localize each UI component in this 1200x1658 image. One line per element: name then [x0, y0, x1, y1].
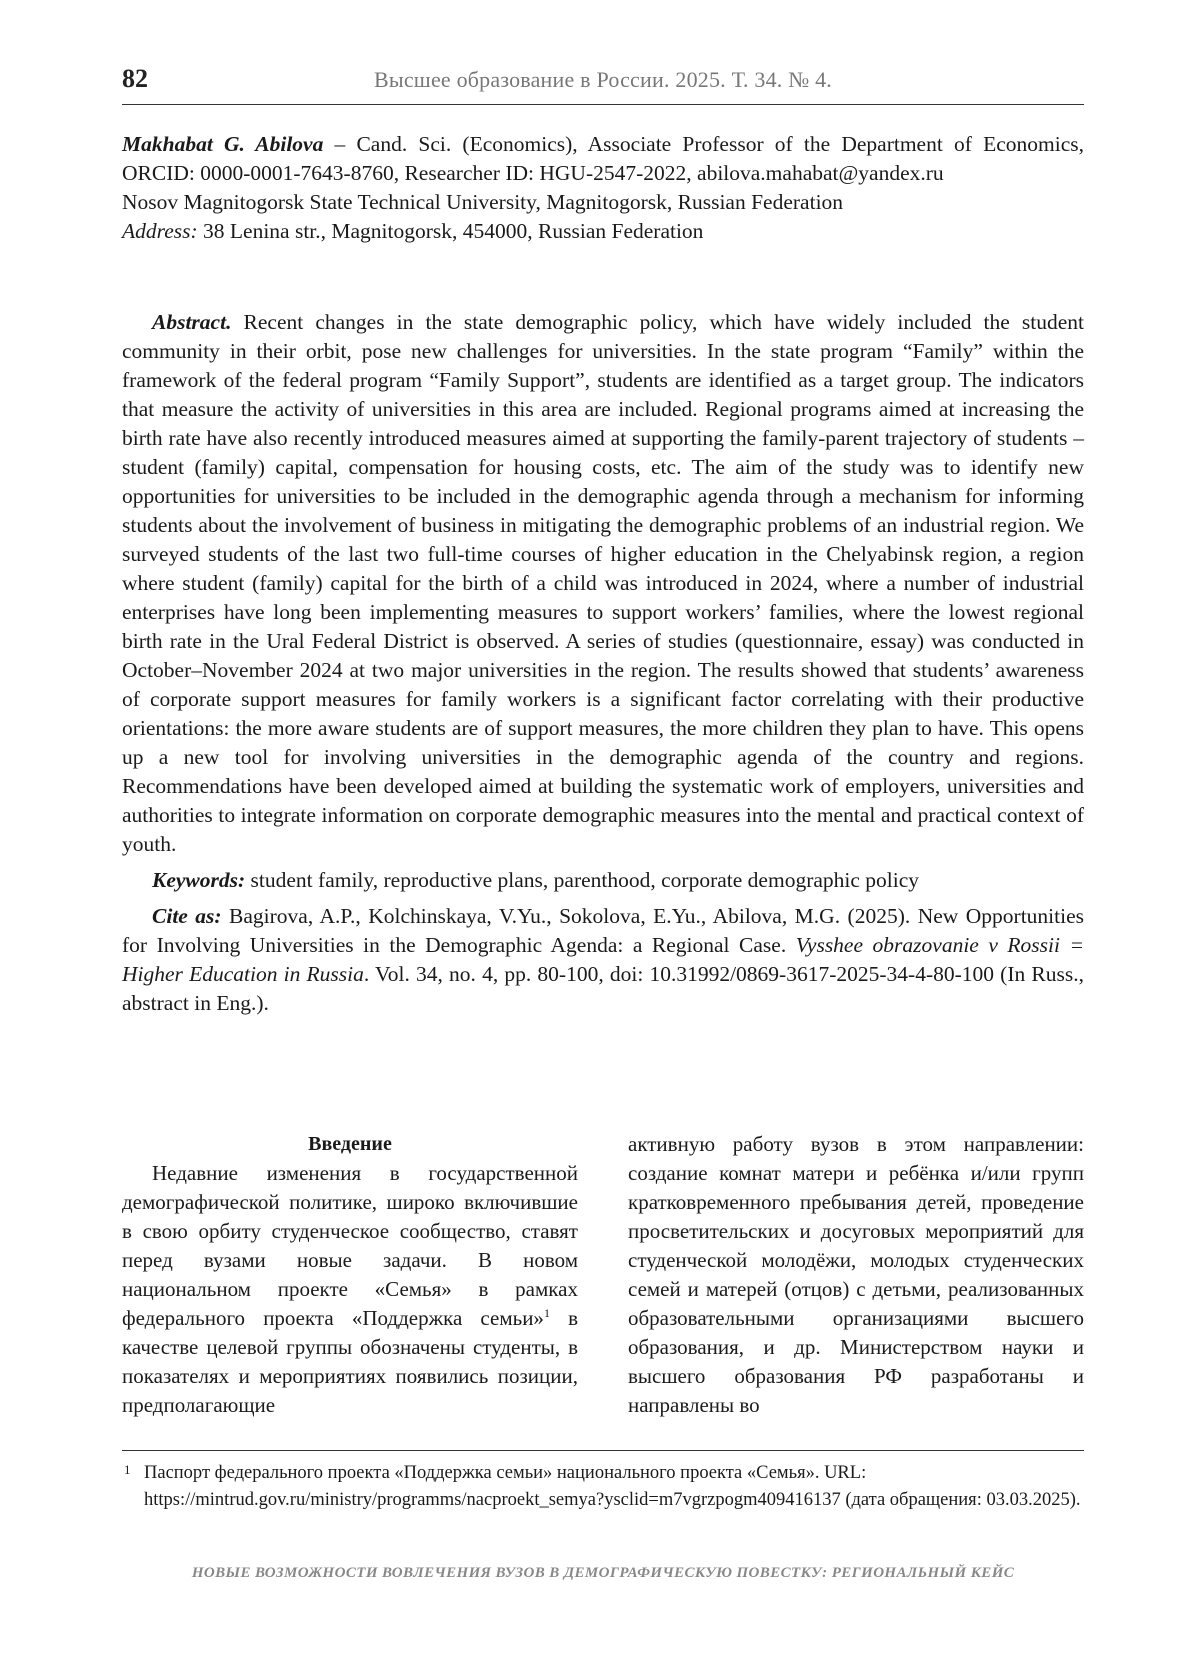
header-rule	[122, 104, 1084, 105]
author-name: Makhabat G. Abilova	[122, 132, 324, 156]
keywords-paragraph	[122, 866, 1084, 895]
body-columns	[122, 1130, 1084, 1430]
author-affiliation: Nosov Magnitogorsk State Technical University, Magnitogorsk, Russian Federation	[122, 190, 844, 214]
author-credentials-line	[122, 130, 1084, 188]
abstract-section	[122, 308, 1084, 1025]
intro-continuation: активную работу вузов в этом направлении: создание комнат матери и ребёнка и/или групп кратковременного пребывания детей, проведение просветительских и досуговых мероприятий для студенческой молодёжи, молодых студенческих семей и матерей (отцов) с детьми, реализованных образовательными организациями высшего образования, и др. Министерством науки и высшего образования РФ разработаны и направлены во	[628, 1132, 1084, 1417]
footnote-reference[interactable]: 1	[543, 1306, 550, 1320]
author-credentials: – Cand. Sci. (Economics), Associate Professor of the Department of Economics, ORCID: 0000-0001-7643-8760, Researcher ID: HGU-2547-2022, abilova.mahabat@yandex.ru	[122, 132, 1084, 185]
journal-reference: Высшее образование в России. 2025. Т. 34. № 4.	[373, 67, 832, 92]
cite-text-part-2: . Vol. 34, no. 4, pp. 80-100, doi: 10.31992/0869-3617-2025-34-4-80-100 (In Russ., abstract in Eng.).	[122, 962, 1084, 1015]
left-column	[122, 1130, 578, 1420]
keywords-text: student family, reproductive plans, parenthood, corporate demographic policy	[245, 868, 920, 892]
author-block	[122, 130, 1084, 246]
footnote	[122, 1460, 1084, 1514]
right-column	[628, 1130, 1084, 1420]
section-heading-introduction: Введение	[308, 1133, 392, 1155]
intro-text-part-2: в качестве целевой группы обозначены студенты, в показателях и мероприятиях появились позиции, предполагающие	[122, 1306, 578, 1417]
abstract-label: Abstract.	[152, 310, 232, 334]
author-address: 38 Lenina str., Magnitogorsk, 454000, Russian Federation	[197, 219, 704, 243]
intro-paragraph	[122, 1159, 578, 1420]
cite-journal-title: Vysshee obrazovanie v Rossii = Higher Education in Russia	[122, 933, 1085, 986]
footnote-rule	[122, 1450, 1084, 1451]
abstract-text: Recent changes in the state demographic policy, which have widely included the student community in their orbit, pose new challenges for universities. In the state program “Family” within the framework of the federal program “Family Support”, students are identified as a target group. The indicators that measure the activity of universities in this area are included. Regional programs aimed at increasing the birth rate have also recently introduced measures aimed at supporting the family-parent trajectory of students – student (family) capital, compensation for housing costs, etc. The aim of the study was to identify new opportunities for universities to be included in the demographic agenda through a mechanism for informing students about the involvement of business in mitigating the demographic problems of an industrial region. We surveyed students of the last two full-time courses of higher education in the Chelyabinsk region, a region where student (family) capital for the birth of a child was introduced in 2024, where a number of industrial enterprises have long been implementing measures to support workers’ families, where the lowest regional birth rate in the Ural Federal District is observed. A series of studies (questionnaire, essay) was conducted in October–November 2024 at two major universities in the region. The results showed that students’ awareness of corporate support measures for family workers is a significant factor correlating with their productive orientations: the more aware students are of support measures, the more children they plan to have. This opens up a new tool for involving universities in the demographic agenda of the country and regions. Recommendations have been developed aimed at building the systematic work of employers, universities and authorities to integrate information on corporate demographic measures into the mental and practical context of youth.	[122, 310, 1084, 856]
page-number: 82	[122, 64, 148, 93]
running-foot-title: НОВЫЕ ВОЗМОЖНОСТИ ВОВЛЕЧЕНИЯ ВУЗОВ В ДЕМОГРАФИЧЕСКУЮ ПОВЕСТКУ: РЕГИОНАЛЬНЫЙ КЕЙС	[191, 1565, 1015, 1581]
address-label: Address:	[122, 219, 198, 243]
citation-paragraph	[122, 902, 1084, 1018]
author-address-line	[122, 217, 1084, 246]
intro-text-part-1: Недавние изменения в государственной демографической политике, широко включившие в свою орбиту студенческое сообщество, ставят перед вузами новые задачи. В новом национальном проекте «Семья» в рамках федерального проекта «Поддержка семьи»	[122, 1161, 578, 1330]
running-head	[122, 64, 1084, 104]
footnote-mark: 1	[124, 1462, 131, 1477]
keywords-label: Keywords:	[152, 868, 246, 892]
footnote-text: Паспорт федерального проекта «Поддержка семьи» национального проекта «Семья». URL: https://mintrud.gov.ru/ministry/programms/nacproekt_semya?ysclid=m7vgrzpogm409416137 (дата обращения: 03.03.2025).	[144, 1463, 1081, 1510]
cite-label: Cite as:	[152, 904, 222, 928]
abstract-paragraph	[122, 308, 1084, 859]
cite-text-part-1: Bagirova, A.P., Kolchinskaya, V.Yu., Sokolova, E.Yu., Abilova, M.G. (2025). New Opportunities for Involving Universities in the Demographic Agenda: a Regional Case.	[122, 904, 1084, 957]
